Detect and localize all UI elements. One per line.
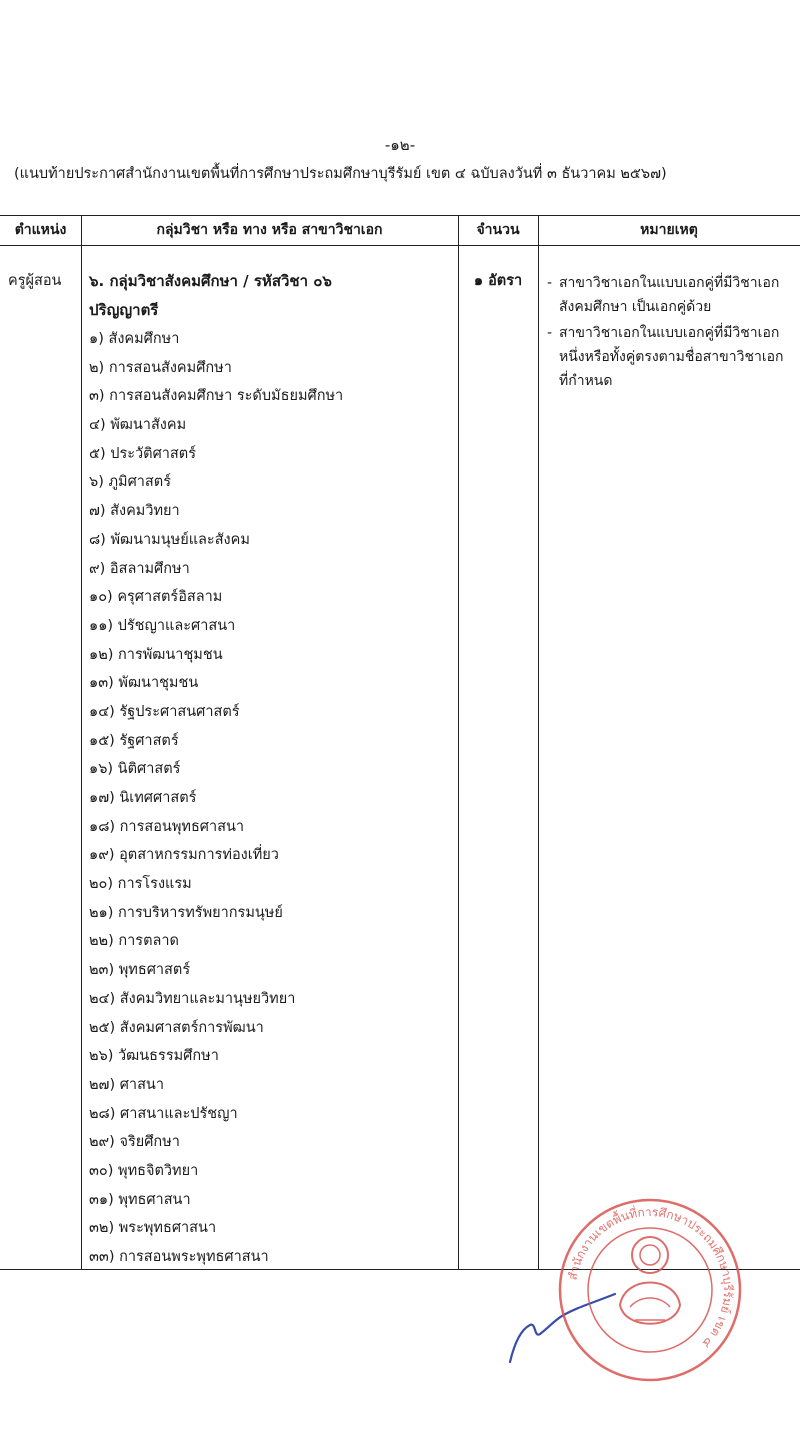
column-divider [538, 216, 539, 1269]
major-item: ๖) ภูมิศาสตร์ [89, 474, 171, 491]
major-item: ๑๕) รัฐศาสตร์ [89, 732, 179, 749]
remark-item [547, 271, 795, 319]
column-divider [458, 216, 459, 1269]
header-count: จำนวน [476, 222, 520, 238]
major-item: ๒๙) จริยศึกษา [89, 1134, 180, 1151]
major-item: ๒๔) สังคมวิทยาและมานุษยวิทยา [89, 990, 296, 1007]
major-item: ๒๓) พุทธศาสตร์ [89, 962, 191, 979]
major-item: ๑๗) นิเทศศาสตร์ [89, 790, 197, 806]
major-item: ๒๒) การตลาด [89, 933, 179, 950]
major-item: ๓๒) พระพุทธศาสนา [89, 1220, 217, 1237]
header-position: ตำแหน่ง [14, 222, 67, 238]
major-item: ๒๖) วัฒนธรรมศึกษา [89, 1048, 219, 1065]
majors-list [89, 325, 343, 1272]
major-item: ๓๓) การสอนพระพุทธศาสนา [89, 1249, 269, 1265]
document-subtitle: (แนบท้ายประกาศสำนักงานเขตพื้นที่การศึกษาประถมศึกษาบุรีรัมย์ เขต ๔ ฉบับลงวันที่ ๓ ธันวาคม ๒๕๖๗) [14, 166, 667, 182]
degree-label: ปริญญาตรี [89, 301, 159, 319]
major-item: ๑๙) อุตสาหกรรมการท่องเที่ยว [89, 847, 279, 864]
major-item: ๒๗) ศาสนา [89, 1076, 164, 1093]
major-item: ๑๓) พัฒนาชุมชน [89, 675, 199, 692]
seal-text: สำนักงานเขตพื้นที่การศึกษาประถมศึกษาบุรีรัมย์ เขต ๔ [565, 1204, 736, 1351]
position-table [0, 215, 800, 1270]
header-remarks: หมายเหตุ [640, 222, 698, 238]
remark-item [547, 321, 795, 393]
major-item: ๒๘) ศาสนาและปรัชญา [89, 1105, 238, 1122]
major-item: ๑) สังคมศึกษา [89, 331, 180, 347]
count-cell: ๑ อัตรา [473, 273, 523, 289]
bullet-dash: - [547, 325, 553, 341]
major-item: ๓) การสอนสังคมศึกษา ระดับมัธยมศึกษา [89, 388, 344, 405]
major-item: ๓๑) พุทธศาสนา [89, 1191, 191, 1208]
major-item: ๔) พัฒนาสังคม [89, 417, 187, 434]
remarks-list [547, 271, 795, 395]
major-item: ๒๕) สังคมศาสตร์การพัฒนา [89, 1019, 264, 1036]
position-cell: ครูผู้สอน [8, 273, 62, 289]
page-number: -๑๒- [384, 136, 416, 154]
major-item: ๒๑) การบริหารทรัพยากรมนุษย์ [89, 904, 283, 921]
major-item: ๒) การสอนสังคมศึกษา [89, 359, 232, 376]
remark-text: สาขาวิชาเอกในแบบเอกคู่ที่มีวิชาเอก สังคมศึกษา เป็นเอกคู่ด้วย [559, 275, 780, 315]
official-seal [555, 1195, 745, 1385]
major-item: ๑๒) การพัฒนาชุมชน [89, 646, 223, 663]
major-item: ๗) สังคมวิทยา [89, 503, 180, 520]
major-item: ๘) พัฒนามนุษย์และสังคม [89, 531, 250, 548]
column-divider [81, 216, 82, 1269]
bullet-dash: - [547, 275, 553, 291]
major-item: ๑๖) นิติศาสตร์ [89, 761, 181, 778]
major-item: ๓๐) พุทธจิตวิทยา [89, 1162, 199, 1179]
svg-text:สำนักงานเขตพื้นที่การศึกษาประถ [566, 1204, 736, 1351]
major-item: ๙) อิสลามศึกษา [89, 560, 190, 577]
major-item: ๑๘) การสอนพุทธศาสนา [89, 818, 245, 835]
major-item: ๒๐) การโรงแรม [89, 876, 192, 893]
header-divider [0, 245, 800, 246]
header-subject: กลุ่มวิชา หรือ ทาง หรือ สาขาวิชาเอก [156, 222, 383, 238]
subject-group-title: ๖. กลุ่มวิชาสังคมศึกษา / รหัสวิชา ๐๖ [89, 272, 332, 290]
major-item: ๑๐) ครุศาสตร์อิสลาม [89, 589, 223, 606]
major-item: ๕) ประวัติศาสตร์ [89, 445, 196, 462]
major-item: ๑๔) รัฐประศาสนศาสตร์ [89, 703, 240, 720]
remark-text: สาขาวิชาเอกในแบบเอกคู่ที่มีวิชาเอก หนึ่งหรือทั้งคู่ตรงตามชื่อสาขาวิชาเอก ที่กำหนด [559, 325, 784, 389]
major-item: ๑๑) ปรัชญาและศาสนา [89, 617, 236, 634]
